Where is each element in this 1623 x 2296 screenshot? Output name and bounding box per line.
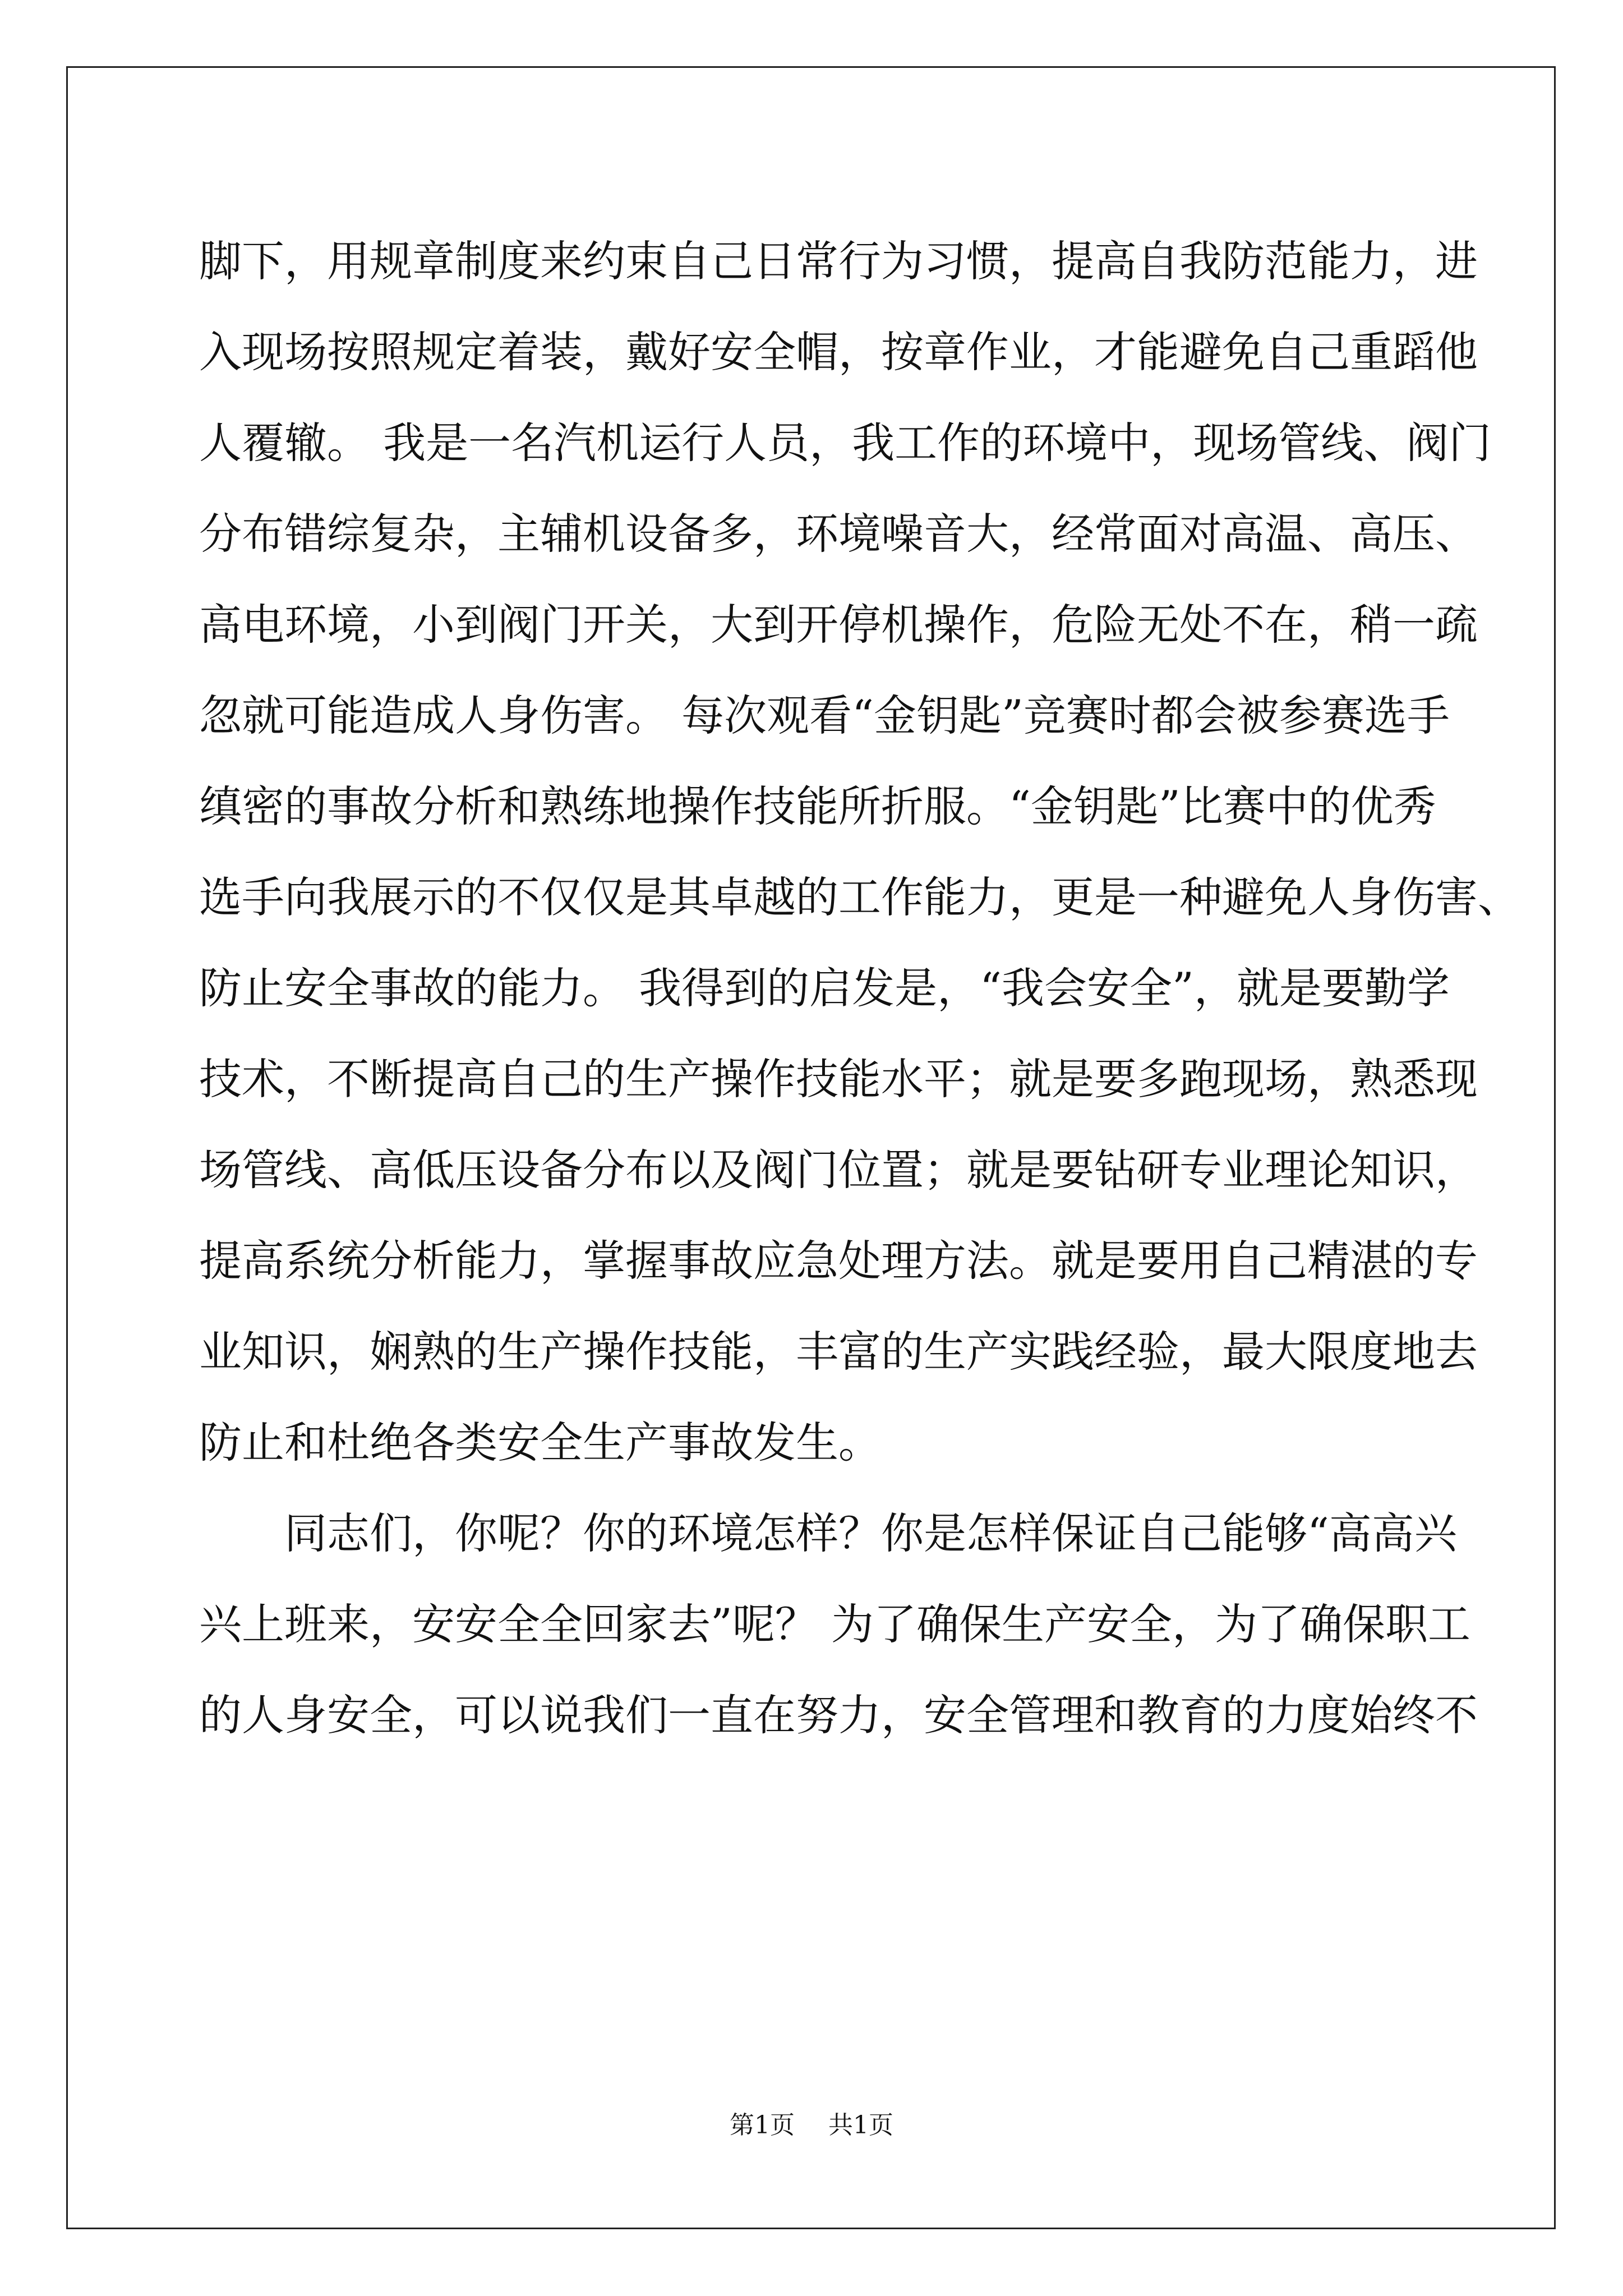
document-body [199, 216, 1520, 1761]
text-line: 技术，不断提高自己的生产操作技能水平；就是要多跑现场，熟悉现 [199, 1054, 1478, 1104]
page-total: 共1页 [828, 2111, 893, 2139]
text-line: 防止安全事故的能力。 我得到的启发是，“我会安全”，就是要勤学 [199, 963, 1450, 1013]
paragraph-start-line: 同志们，你呢？你的环境怎样？你是怎样保证自己能够“高高兴 [284, 1508, 1457, 1558]
text-line: 分布错综复杂，主辅机设备多，环境噪音大，经常面对高温、高压、 [199, 509, 1478, 559]
page-number: 第1页 [730, 2111, 795, 2139]
text-line: 忽就可能造成人身伤害。 每次观看“金钥匙”竞赛时都会被参赛选手 [199, 691, 1450, 740]
text-line: 高电环境，小到阀门开关，大到开停机操作，危险无处不在，稍一疏 [199, 600, 1478, 650]
text-line: 选手向我展示的不仅仅是其卓越的工作能力，更是一种避免人身伤害、 [199, 872, 1520, 922]
page-footer [0, 2105, 1623, 2141]
text-line: 人覆辙。 我是一名汽机运行人员，我工作的环境中，现场管线、阀门 [199, 418, 1492, 468]
text-line: 的人身安全，可以说我们一直在努力，安全管理和教育的力度始终不 [199, 1690, 1478, 1740]
text-line: 提高系统分析能力，掌握事故应急处理方法。就是要用自己精湛的专 [199, 1236, 1478, 1286]
text-line: 脚下，用规章制度来约束自己日常行为习惯，提高自我防范能力，进 [199, 236, 1478, 286]
text-line: 入现场按照规定着装，戴好安全帽，按章作业，才能避免自己重蹈他 [199, 327, 1478, 377]
text-line: 防止和杜绝各类安全生产事故发生。 [199, 1418, 881, 1467]
text-line: 缜密的事故分析和熟练地操作技能所折服。“金钥匙”比赛中的优秀 [199, 781, 1436, 831]
text-line: 业知识，娴熟的生产操作技能，丰富的生产实践经验，最大限度地去 [199, 1327, 1478, 1377]
text-line: 兴上班来，安安全全回家去”呢？ 为了确保生产安全，为了确保职工 [199, 1599, 1471, 1649]
text-line: 场管线、高低压设备分布以及阀门位置；就是要钻研专业理论知识， [199, 1145, 1478, 1195]
